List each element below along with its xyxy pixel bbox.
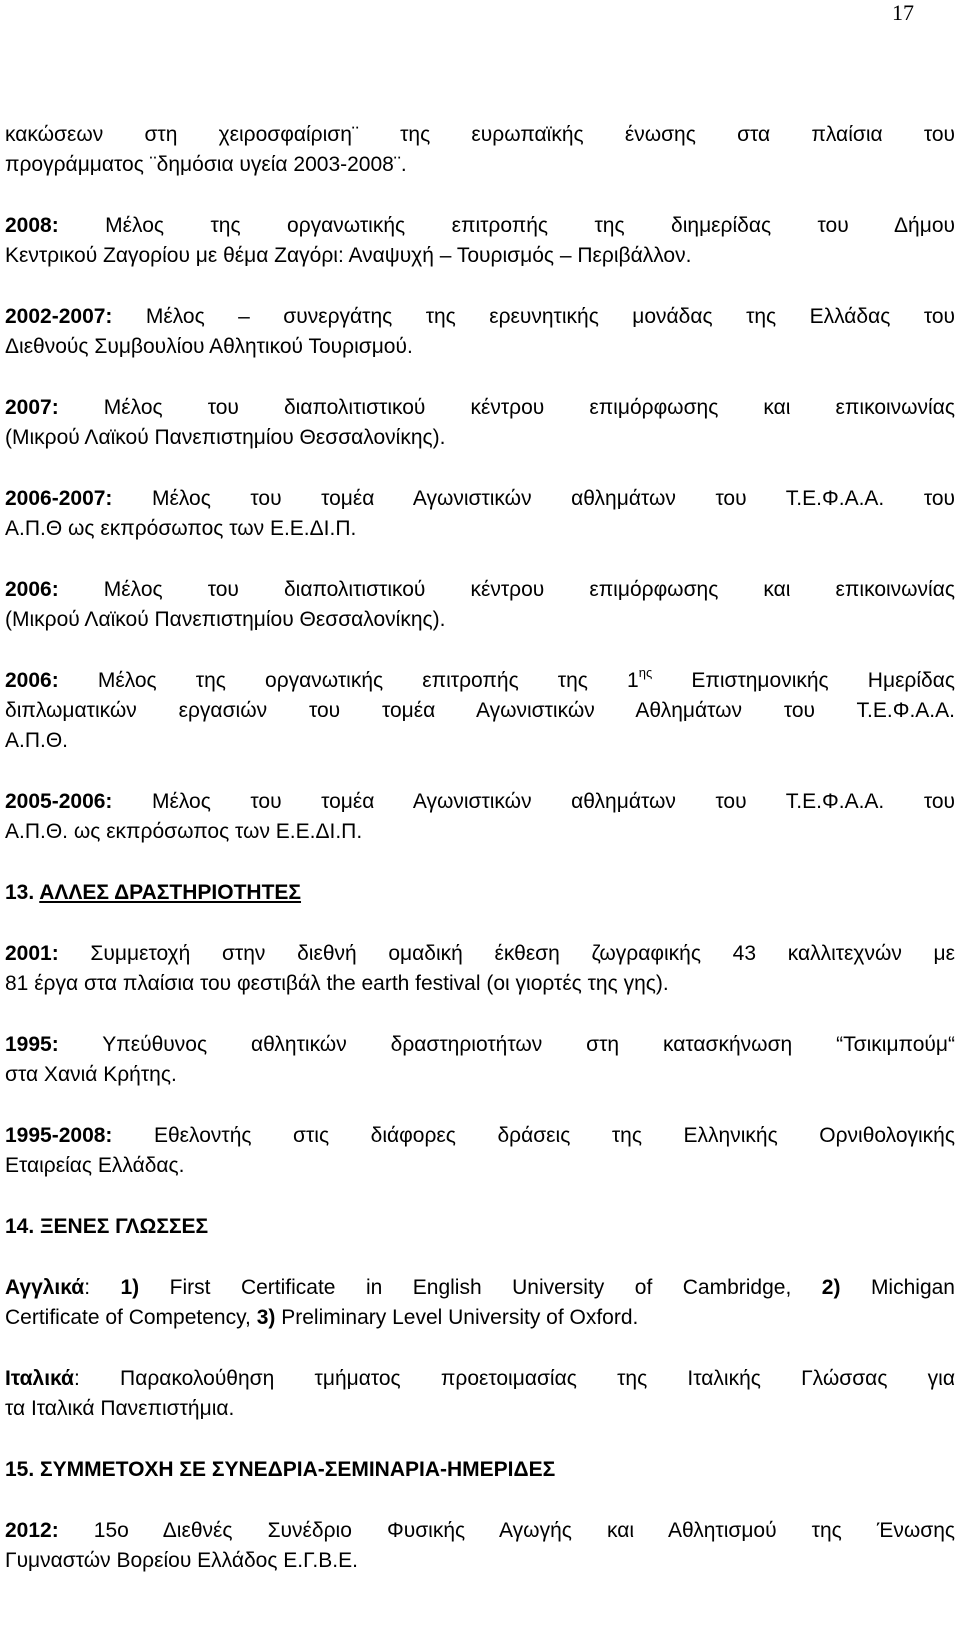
entry-year: 2008: (5, 214, 59, 237)
activity-entry (5, 1121, 955, 1181)
entry-text: Κεντρικού Ζαγορίου με θέμα Ζαγόρι: Αναψυχή – Τουρισμός – Περιβάλλον. (5, 244, 692, 267)
entry-text: (Μικρού Λαϊκού Πανεπιστημίου Θεσσαλονίκης). (5, 608, 446, 631)
language-entry-english: Αγγλικά: 1) First Certificate in English University of Cambridge, 2) Michigan Certificate of Competency, 3) Preliminary Level University of Oxford. (5, 1276, 955, 1329)
entry-text: Α.Π.Θ. ως εκπρόσωπος των Ε.Ε.ΔΙ.Π. (5, 820, 363, 843)
entry-text: Μέλος του διαπολιτιστικού κέντρου επιμόρφωσης και επικοινωνίας (58, 396, 955, 419)
entry-text: Γυμναστών Βορείου Ελλάδος Ε.Γ.Β.Ε. (5, 1549, 358, 1572)
section-heading-foreign-languages: 14. ΞΕΝΕΣ ΓΛΩΣΣΕΣ (5, 1215, 209, 1238)
entry-year: 1995: (5, 1033, 59, 1056)
entry-year: 2006: (5, 578, 59, 601)
section-heading-other-activities: 13. ΑΛΛΕΣ ΔΡΑΣΤΗΡΙΟΤΗΤΕΣ (5, 881, 302, 904)
text-line: προγράμματος ¨δημόσια υγεία 2003-2008¨. (5, 153, 407, 176)
text-line: κακώσεων στη χειροσφαίριση¨ της ευρωπαϊκής ένωσης στα πλαίσια του (5, 123, 955, 146)
entry-text: διπλωματικών εργασιών του τομέα Αγωνιστικών Αθλημάτων του Τ.Ε.Φ.Α.Α. (5, 699, 955, 722)
activity-entry (5, 1030, 955, 1090)
language-entry-italian: Ιταλικά: Παρακολούθηση τμήματος προετοιμασίας της Ιταλικής Γλώσσας για τα Ιταλικά Πανεπιστήμια. (5, 1367, 955, 1420)
entry-text: Μέλος της οργανωτικής επιτροπής της διημερίδας του Δήμου (58, 214, 955, 237)
document-body (5, 120, 955, 1607)
language-label: Ιταλικά (5, 1367, 74, 1390)
entry-year: 2005-2006: (5, 790, 113, 813)
entry-text: Α.Π.Θ ως εκπρόσωπος των Ε.Ε.ΔΙ.Π. (5, 517, 357, 540)
page-number: 17 (892, 0, 914, 25)
activity-entry (5, 393, 955, 453)
activity-entry (5, 211, 955, 271)
language-label: Αγγλικά (5, 1276, 85, 1299)
conference-entry (5, 1516, 955, 1576)
entry-text: Εταιρείας Ελλάδας. (5, 1154, 185, 1177)
entry-text: Α.Π.Θ. (5, 729, 69, 752)
entry-text: Μέλος της οργανωτικής επιτροπής της 1 (58, 669, 639, 692)
ordinal-suffix: ης (638, 665, 653, 680)
entry-text: Μέλος του τομέα Αγωνιστικών αθλημάτων του Τ.Ε.Φ.Α.Α. του (112, 487, 955, 510)
entry-text: Υπεύθυνος αθλητικών δραστηριοτήτων στη κατασκήνωση “Τσικιμπούμ“ (58, 1033, 955, 1056)
entry-year: 2001: (5, 942, 59, 965)
entry-text: 81 έργα στα πλαίσια του φεστιβάλ the earth festival (οι γιορτές της γης). (5, 972, 669, 995)
activity-entry (5, 575, 955, 635)
entry-year: 2006-2007: (5, 487, 113, 510)
entry-text: Εθελοντής στις διάφορες δράσεις της Ελληνικής Ορνιθολογικής (112, 1124, 955, 1147)
entry-year: 2006: (5, 669, 59, 692)
entry-text: Επιστημονικής Ημερίδας (652, 669, 955, 692)
entry-year: 2002-2007: (5, 305, 113, 328)
entry-text: Μέλος του διαπολιτιστικού κέντρου επιμόρφωσης και επικοινωνίας (58, 578, 955, 601)
paragraph-continuation (5, 120, 955, 180)
activity-entry (5, 939, 955, 999)
activity-entry (5, 484, 955, 544)
entry-text: Μέλος του τομέα Αγωνιστικών αθλημάτων του Τ.Ε.Φ.Α.Α. του (112, 790, 955, 813)
entry-text: 15ο Διεθνές Συνέδριο Φυσικής Αγωγής και Αθλητισμού της Ένωσης (58, 1519, 955, 1542)
entry-text: στα Χανιά Κρήτης. (5, 1063, 177, 1086)
entry-text: Μέλος – συνεργάτης της ερευνητικής μονάδας της Ελλάδας του (112, 305, 955, 328)
entry-year: 1995-2008: (5, 1124, 113, 1147)
section-heading-conferences: 15. ΣΥΜΜΕΤΟΧΗ ΣΕ ΣΥΝΕΔΡΙΑ-ΣΕΜΙΝΑΡΙΑ-ΗΜΕΡΙΔΕΣ (5, 1458, 556, 1481)
activity-entry (5, 666, 955, 756)
entry-text: Διεθνούς Συμβουλίου Αθλητικού Τουρισμού. (5, 335, 413, 358)
activity-entry (5, 787, 955, 847)
entry-year: 2007: (5, 396, 59, 419)
entry-year: 2012: (5, 1519, 59, 1542)
entry-text: (Μικρού Λαϊκού Πανεπιστημίου Θεσσαλονίκης). (5, 426, 446, 449)
entry-text: Συμμετοχή στην διεθνή ομαδική έκθεση ζωγραφικής 43 καλλιτεχνών με (58, 942, 955, 965)
activity-entry (5, 302, 955, 362)
